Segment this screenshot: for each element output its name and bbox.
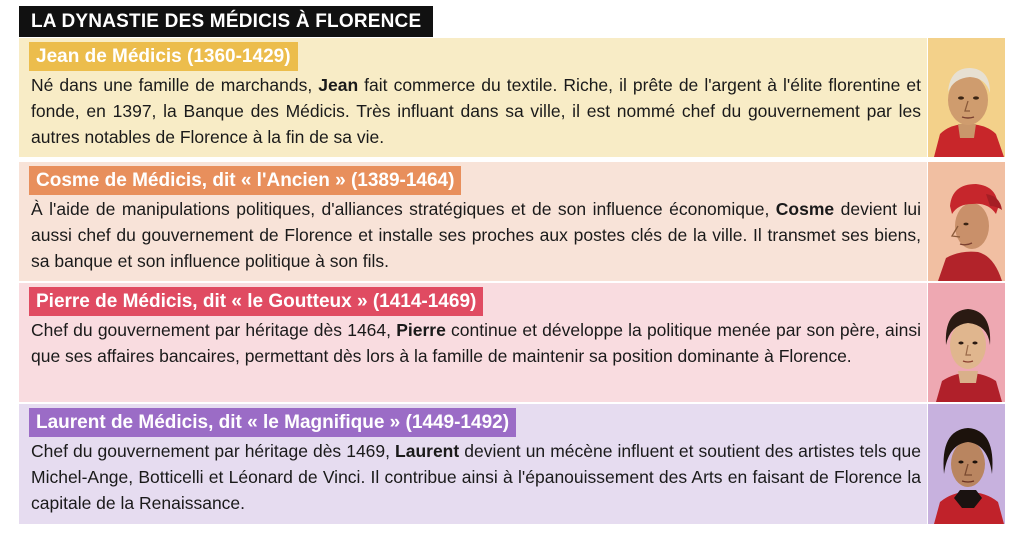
section-heading: Cosme de Médicis, dit « l'Ancien » (1389-1464) — [29, 166, 461, 195]
section-heading: Laurent de Médicis, dit « le Magnifique » (1449-1492) — [29, 408, 516, 437]
portrait-cosme — [928, 162, 1005, 281]
person-name: Pierre — [396, 320, 446, 340]
section-heading: Jean de Médicis (1360-1429) — [29, 42, 298, 71]
jean-portrait-icon — [930, 38, 1005, 157]
portrait-jean — [928, 38, 1005, 157]
section-text: Chef du gouvernement par héritage dès 1469, Laurent devient un mécène influent et soutient des artistes tels que Michel-Ange, Botticelli et Léonard de Vinci. Il contribue ainsi à l'épanouissement des Arts en faisant de Florence la capitale de la Renaissance. — [31, 441, 921, 513]
laurent-portrait-icon — [930, 404, 1005, 524]
section-heading: Pierre de Médicis, dit « le Goutteux » (1414-1469) — [29, 287, 483, 316]
section-laurent — [19, 404, 1005, 524]
portrait-laurent — [928, 404, 1005, 524]
person-name: Jean — [318, 75, 359, 95]
section-content — [19, 162, 927, 281]
cosme-portrait-icon — [930, 162, 1005, 281]
section-content — [19, 404, 927, 524]
section-pierre — [19, 283, 1005, 402]
pierre-portrait-icon — [930, 283, 1005, 402]
section-jean — [19, 38, 1005, 157]
portrait-pierre — [928, 283, 1005, 402]
section-content — [19, 38, 927, 157]
page-title: LA DYNASTIE DES MÉDICIS À FLORENCE — [19, 6, 433, 37]
person-name: Laurent — [395, 441, 460, 461]
person-name: Cosme — [775, 199, 835, 219]
section-text: Chef du gouvernement par héritage dès 1464, Pierre continue et développe la politique menée par son père, ainsi que ses affaires bancaires, permettant dès lors à la famille de maintenir sa position dominante à Florence. — [31, 320, 921, 366]
section-cosme — [19, 162, 1005, 281]
section-content — [19, 283, 927, 402]
section-text: À l'aide de manipulations politiques, d'alliances stratégiques et de son influence économique, Cosme devient lui aussi chef du gouvernement de Florence et installe ses proches aux postes clés de la ville. Il transmet ses biens, sa banque et son influence politique à son fils. — [31, 199, 921, 271]
section-text: Né dans une famille de marchands, Jean fait commerce du textile. Riche, il prête de l'argent à l'élite florentine et fonde, en 1397, la Banque des Médicis. Très influant dans sa ville, il est nommé chef du gouvernement par les autres notables de Florence à la fin de sa vie. — [31, 75, 921, 147]
